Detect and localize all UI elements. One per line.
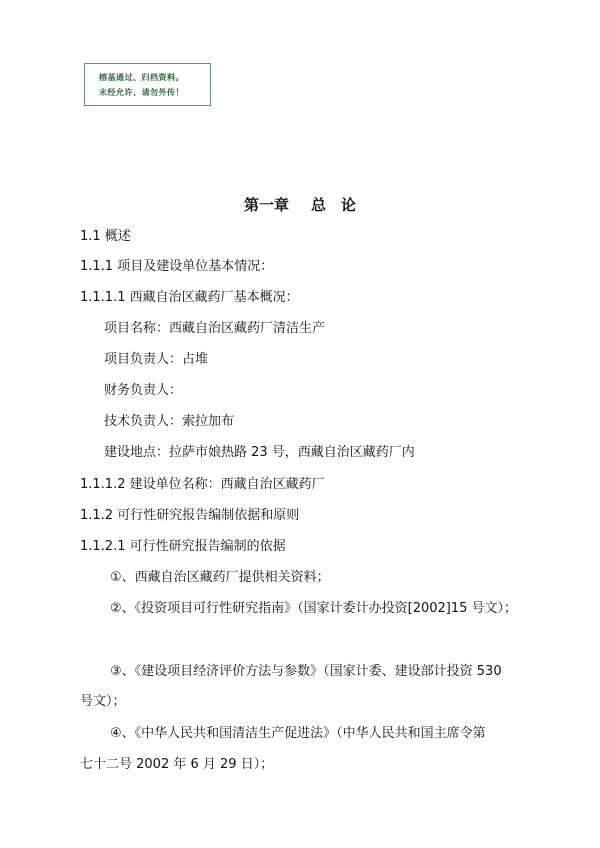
subsection-heading: 1.1.1 项目及建设单位基本情况：	[80, 259, 274, 274]
stamp-line-1: 榕基通过、归档资料。	[99, 73, 184, 82]
subsubsection-heading: 1.1.1.2 建设单位名称：西藏自治区藏药厂	[80, 477, 325, 492]
subsubsection-heading: 1.1.1.1 西藏自治区藏药厂基本概况：	[80, 290, 299, 305]
basis-item-3: ③、《建设项目经济评价方法与参数》（国家计委、建设部计投资 530	[110, 664, 502, 679]
project-lead-line: 项目负责人：占堆	[104, 352, 209, 367]
basis-item-4: ④、《中华人民共和国清洁生产促进法》（中华人民共和国主席令第	[110, 726, 486, 741]
project-name-line: 项目名称：西藏自治区藏药厂清洁生产	[104, 321, 326, 336]
basis-item-4-continued: 七十二号 2002 年 6 月 29 日）；	[80, 757, 274, 772]
location-line: 建设地点：拉萨市娘热路 23 号，西藏自治区藏药厂内	[104, 445, 415, 460]
subsubsection-heading: 1.1.2.1 可行性研究报告编制的依据	[80, 539, 286, 554]
confidential-stamp	[84, 63, 211, 106]
chapter-title	[0, 194, 600, 215]
tech-lead-line: 技术负责人：索拉加布	[104, 414, 235, 429]
subsection-heading: 1.1.2 可行性研究报告编制依据和原则	[80, 508, 300, 523]
chapter-number: 第一章	[243, 196, 289, 214]
section-heading: 1.1 概述	[80, 229, 131, 244]
chapter-name: 总 论	[311, 196, 357, 214]
basis-item-2: ②、《投资项目可行性研究指南》（国家计委计办投资[2002]15 号文）；	[110, 601, 518, 616]
basis-item-3-continued: 号文）；	[80, 694, 126, 709]
basis-item-1: ①、西藏自治区藏药厂提供相关资料；	[110, 570, 330, 585]
finance-lead-line: 财务负责人：	[104, 383, 183, 398]
stamp-line-2: 未经允许、请勿外传！	[99, 88, 184, 97]
